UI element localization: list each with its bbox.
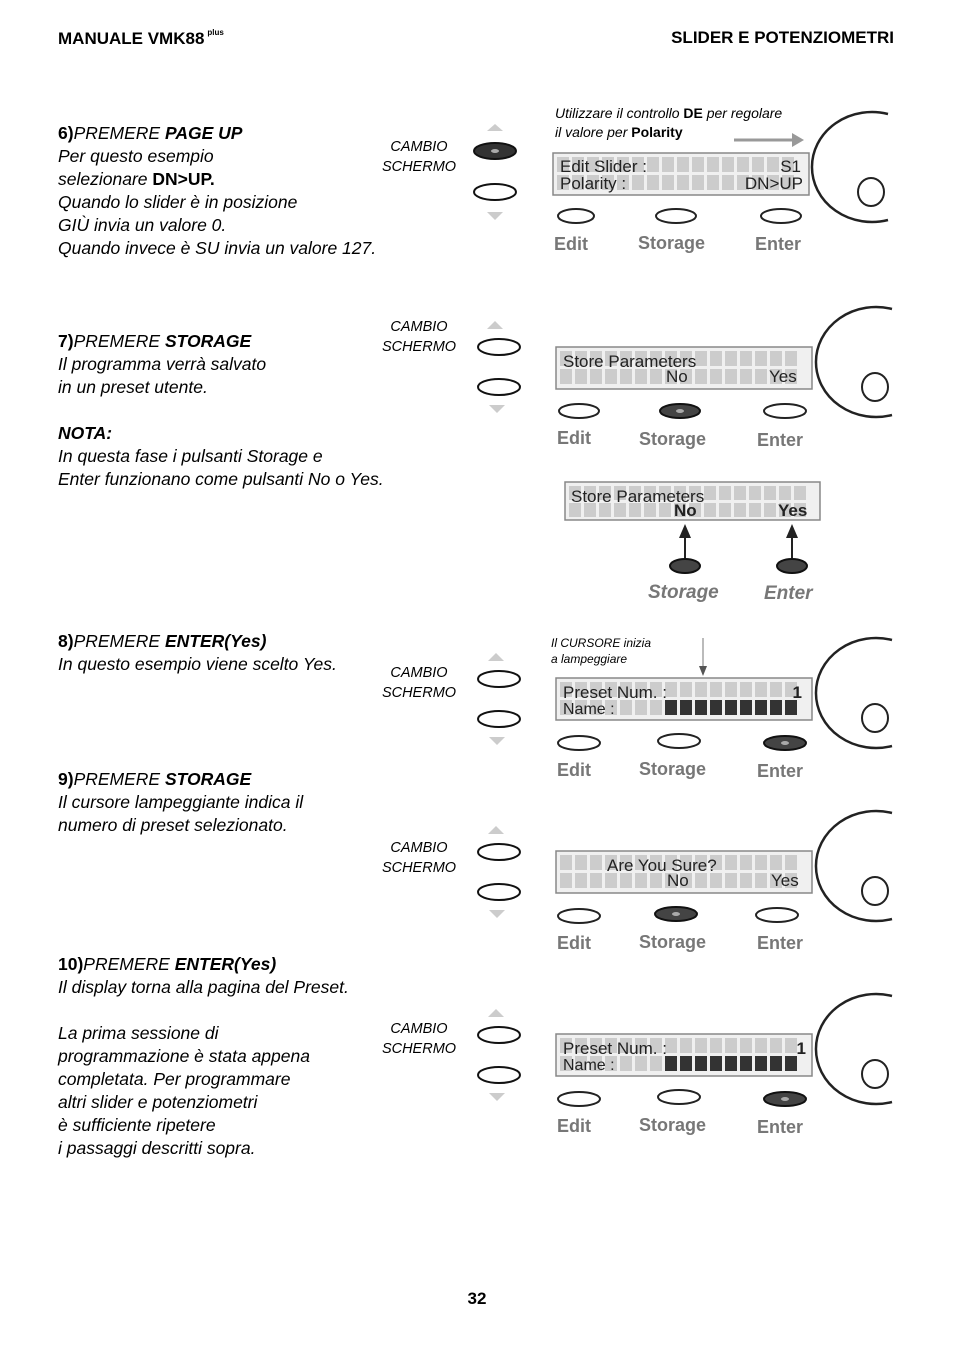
page-down-button — [478, 884, 520, 900]
step7-text: 7)PREMERE STORAGE Il programma verrà salvato in un preset utente. NOTA: In questa fase i pulsanti Storage e Enter funzionano come pulsanti No o Yes. — [58, 331, 384, 489]
edit-button — [559, 404, 599, 418]
svg-text:No: No — [667, 871, 689, 890]
lcd-line2: Polarity : — [560, 174, 627, 193]
cambio-schermo-label: CAMBIO SCHERMO — [381, 139, 457, 175]
svg-text:Enter: Enter — [764, 583, 813, 604]
svg-text:Storage: Storage — [639, 429, 707, 449]
svg-text:Edit: Edit — [557, 933, 591, 953]
cambio-schermo-label: CAMBIO SCHERMO — [381, 840, 457, 876]
up-arrow-icon — [488, 1009, 504, 1017]
arrow-up-icon — [679, 524, 691, 538]
name-cursor-blocks — [665, 700, 797, 715]
arrow-right-icon — [792, 133, 804, 147]
display-panel-step6 — [548, 108, 898, 258]
svg-text:No: No — [666, 367, 688, 386]
page-down-button — [478, 711, 520, 727]
step9-text: 9)PREMERE STORAGE Il cursore lampeggiante indica il numero di preset selezionato. — [58, 769, 304, 835]
svg-text:Store Parameters: Store Parameters — [571, 487, 705, 506]
page-up-button — [478, 339, 520, 355]
page-buttons — [470, 1004, 522, 1114]
svg-text:Storage: Storage — [639, 932, 707, 952]
svg-text:Storage: Storage — [638, 233, 706, 253]
page-up-button — [478, 844, 520, 860]
page-buttons — [470, 821, 522, 931]
arrow-down-icon — [699, 666, 707, 676]
storage-button-pressed — [670, 559, 700, 573]
display-panel-step8 — [550, 636, 900, 786]
svg-text:Yes: Yes — [769, 367, 797, 386]
storage-button — [656, 209, 696, 223]
down-arrow-icon — [487, 212, 503, 220]
cambio-schermo-label: CAMBIO SCHERMO — [381, 1021, 457, 1057]
svg-text:1: 1 — [792, 683, 802, 702]
svg-text:Are You Sure?: Are You Sure? — [607, 856, 717, 875]
step8-text: 8)PREMERE ENTER(Yes) In questo esempio viene scelto Yes. — [58, 631, 337, 674]
svg-text:Yes: Yes — [771, 871, 799, 890]
svg-text:Edit: Edit — [557, 1116, 591, 1136]
arrow-up-icon — [786, 524, 798, 538]
manual-title: MANUALE VMK88 $^{plus}$ — [58, 28, 224, 48]
up-arrow-icon — [488, 826, 504, 834]
up-arrow-icon — [487, 321, 503, 329]
enter-button — [756, 908, 798, 922]
page-down-button — [478, 379, 520, 395]
display-panel-step7 — [550, 305, 900, 455]
svg-text:Edit: Edit — [557, 760, 591, 780]
up-arrow-icon — [487, 124, 503, 131]
name-cursor-blocks — [665, 1056, 797, 1071]
svg-text:Yes: Yes — [778, 501, 808, 520]
svg-text:Enter: Enter — [757, 761, 804, 781]
step8-note: Il CURSORE inizia a lampeggiare — [551, 636, 652, 666]
svg-text:Preset Num. :: Preset Num. : — [563, 683, 667, 702]
svg-text:Edit: Edit — [554, 234, 588, 254]
svg-text:Enter: Enter — [757, 933, 804, 953]
page-down-button — [478, 1067, 520, 1083]
step6-text: 6)PREMERE PAGE UP Per questo esempio selezionare DN>UP. Quando lo slider è in posizione GIÙ invia un valore 0. Quando invece è SU invia un valore 127. — [58, 123, 377, 258]
storage-button — [658, 734, 700, 748]
svg-text:DN>UP: DN>UP — [744, 174, 803, 193]
storage-enter-diagram — [560, 478, 840, 608]
lcd-line1: Edit Slider : — [560, 157, 647, 176]
display-panel-step9 — [550, 809, 900, 959]
edit-button — [558, 909, 600, 923]
step10-text: 10)PREMERE ENTER(Yes) Il display torna alla pagina del Preset. La prima sessione di programmazione è stata appena completata. Per programmare altri slider e potenziometri è sufficiente ripetere i passaggi descritti sopra. — [58, 954, 349, 1158]
enter-button-pressed — [777, 559, 807, 573]
step6-note: Utilizzare il controllo DE per regolare il valore per Polarity — [555, 105, 783, 140]
down-arrow-icon — [489, 1093, 505, 1101]
svg-text:Name :: Name : — [563, 1057, 615, 1074]
page-up-button — [478, 671, 520, 687]
section-title: SLIDER E POTENZIOMETRI — [671, 28, 894, 47]
svg-text:Storage: Storage — [648, 582, 719, 603]
page-number: 32 — [467, 1289, 487, 1308]
enter-button — [761, 209, 801, 223]
display-panel-step10 — [550, 992, 900, 1142]
enter-button — [764, 404, 806, 418]
storage-button — [658, 1090, 700, 1104]
edit-button — [558, 736, 600, 750]
svg-text:Storage: Storage — [639, 1115, 707, 1135]
cambio-schermo-label: CAMBIO SCHERMO — [381, 665, 457, 701]
down-arrow-icon — [489, 737, 505, 745]
page-buttons — [470, 316, 522, 426]
down-arrow-icon — [489, 910, 505, 918]
edit-button — [558, 1092, 600, 1106]
svg-text:Storage: Storage — [639, 759, 707, 779]
page-down-button — [474, 184, 516, 200]
up-arrow-icon — [488, 653, 504, 661]
page-buttons — [470, 120, 522, 230]
svg-text:1: 1 — [796, 1039, 806, 1058]
svg-text:Enter: Enter — [755, 234, 802, 254]
svg-text:S1: S1 — [780, 157, 801, 176]
cambio-schermo-label: CAMBIO SCHERMO — [381, 319, 457, 355]
svg-text:Store Parameters: Store Parameters — [563, 352, 697, 371]
down-arrow-icon — [489, 405, 505, 413]
svg-text:Enter: Enter — [757, 430, 804, 450]
page-up-button — [478, 1027, 520, 1043]
page-buttons — [470, 648, 522, 758]
svg-text:Edit: Edit — [557, 428, 591, 448]
svg-text:No: No — [674, 501, 697, 520]
svg-text:Name :: Name : — [563, 701, 615, 718]
svg-text:Enter: Enter — [757, 1117, 804, 1137]
svg-text:Preset Num. :: Preset Num. : — [563, 1039, 667, 1058]
edit-button — [558, 209, 594, 223]
